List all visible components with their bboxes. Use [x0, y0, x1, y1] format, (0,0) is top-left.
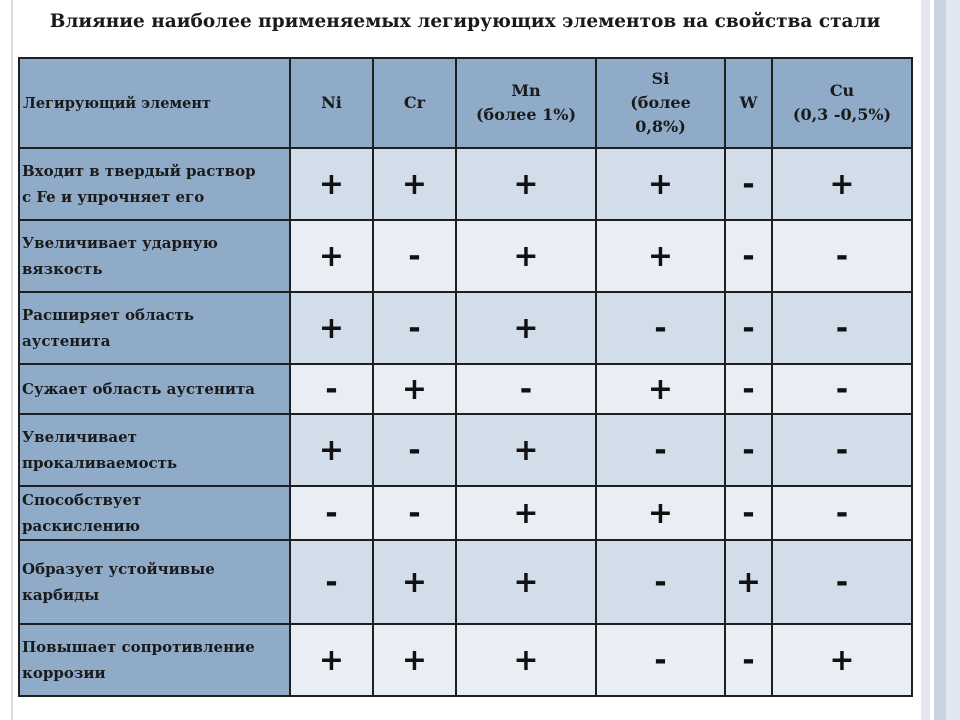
effect-cell: +: [596, 364, 725, 414]
row-label-text: Увеличивает: [22, 428, 137, 446]
alloy-properties-table: [18, 57, 913, 697]
table-row: [19, 148, 912, 220]
row-label-text: Расширяет область: [22, 306, 194, 324]
effect-cell: -: [772, 486, 912, 540]
effect-cell: -: [373, 486, 456, 540]
header-row: [19, 58, 912, 148]
effect-cell: +: [456, 414, 596, 486]
table-row: [19, 220, 912, 292]
row-label: [19, 364, 290, 414]
row-label-text: аустенита: [22, 332, 111, 350]
effect-cell: -: [373, 220, 456, 292]
effect-cell: +: [456, 292, 596, 364]
effect-cell: -: [725, 624, 772, 696]
row-label-text: Способствует: [22, 491, 142, 509]
effect-cell: +: [373, 364, 456, 414]
row-label-text: вязкость: [22, 260, 103, 278]
effect-cell: -: [725, 364, 772, 414]
row-label-text: с Fe и упрочняет его: [22, 188, 205, 206]
row-label-text: карбиды: [22, 586, 100, 604]
effect-cell: -: [725, 148, 772, 220]
effect-cell: +: [596, 148, 725, 220]
effect-cell: +: [290, 414, 373, 486]
effect-cell: -: [373, 292, 456, 364]
effect-cell: +: [456, 148, 596, 220]
effect-cell: -: [725, 414, 772, 486]
effect-cell: -: [596, 414, 725, 486]
effect-cell: +: [456, 220, 596, 292]
row-label: [19, 148, 290, 220]
effect-cell: -: [290, 540, 373, 624]
effect-cell: +: [725, 540, 772, 624]
header-element-1: [373, 58, 456, 148]
right-decor-stripe: [934, 0, 946, 720]
row-label: [19, 414, 290, 486]
effect-cell: +: [772, 624, 912, 696]
row-label: [19, 292, 290, 364]
effect-cell: -: [772, 414, 912, 486]
row-label-text: Повышает сопротивление: [22, 638, 255, 656]
effect-cell: -: [725, 220, 772, 292]
header-element-0: [290, 58, 373, 148]
header-element-5: [772, 58, 912, 148]
effect-cell: +: [456, 486, 596, 540]
header-element-text: (более: [630, 93, 691, 112]
header-element-text: (0,3 -0,5%): [792, 105, 892, 124]
effect-cell: -: [596, 540, 725, 624]
header-element-text: 0,8%): [635, 117, 686, 136]
row-label-text: коррозии: [22, 664, 106, 682]
effect-cell: -: [772, 540, 912, 624]
right-decor-stripe: [946, 0, 960, 720]
effect-cell: -: [596, 624, 725, 696]
header-element-label: Легирующий элемент: [19, 58, 290, 148]
effect-cell: -: [596, 292, 725, 364]
row-label-text: Увеличивает ударную: [22, 234, 218, 252]
effect-cell: +: [373, 540, 456, 624]
effect-cell: +: [772, 148, 912, 220]
header-element-text: Mn: [511, 81, 541, 100]
effect-cell: -: [290, 486, 373, 540]
slide-title: Влияние наиболее применяемых легирующих элементов на свойства стали: [49, 11, 881, 32]
effect-cell: +: [290, 220, 373, 292]
effect-cell: -: [772, 220, 912, 292]
effect-cell: -: [456, 364, 596, 414]
effect-cell: +: [373, 624, 456, 696]
header-element-text: Si: [651, 69, 670, 88]
effect-cell: +: [373, 148, 456, 220]
header-element-text: Cr: [403, 93, 426, 112]
effect-cell: +: [290, 292, 373, 364]
effect-cell: +: [596, 220, 725, 292]
header-element-text: Ni: [321, 93, 342, 112]
effect-cell: -: [772, 292, 912, 364]
header-element-2: [456, 58, 596, 148]
row-label: [19, 624, 290, 696]
row-label: [19, 540, 290, 624]
effect-cell: +: [596, 486, 725, 540]
effect-cell: -: [373, 414, 456, 486]
right-decor-stripe: [921, 0, 930, 720]
row-label-text: Образует устойчивые: [22, 560, 215, 578]
table-row: [19, 414, 912, 486]
effect-cell: -: [725, 292, 772, 364]
header-element-text: (более 1%): [475, 105, 577, 124]
effect-cell: -: [725, 486, 772, 540]
table-row: [19, 624, 912, 696]
table-row: [19, 540, 912, 624]
effect-cell: +: [290, 624, 373, 696]
effect-cell: -: [290, 364, 373, 414]
effect-cell: +: [456, 540, 596, 624]
left-border-line: [11, 0, 13, 720]
header-element-4: [725, 58, 772, 148]
row-label-text: прокаливаемость: [22, 454, 178, 472]
effect-cell: +: [290, 148, 373, 220]
row-label: [19, 486, 290, 540]
effect-cell: +: [456, 624, 596, 696]
row-label: [19, 220, 290, 292]
row-label-text: раскислению: [22, 517, 141, 535]
effect-cell: -: [772, 364, 912, 414]
row-label-text: Сужает область аустенита: [22, 380, 256, 398]
table-row: [19, 364, 912, 414]
header-element-text: W: [739, 93, 758, 112]
row-label-text: Входит в твердый раствор: [22, 162, 256, 180]
header-element-3: [596, 58, 725, 148]
table-row: [19, 486, 912, 540]
table-row: [19, 292, 912, 364]
header-element-text: Cu: [829, 81, 855, 100]
